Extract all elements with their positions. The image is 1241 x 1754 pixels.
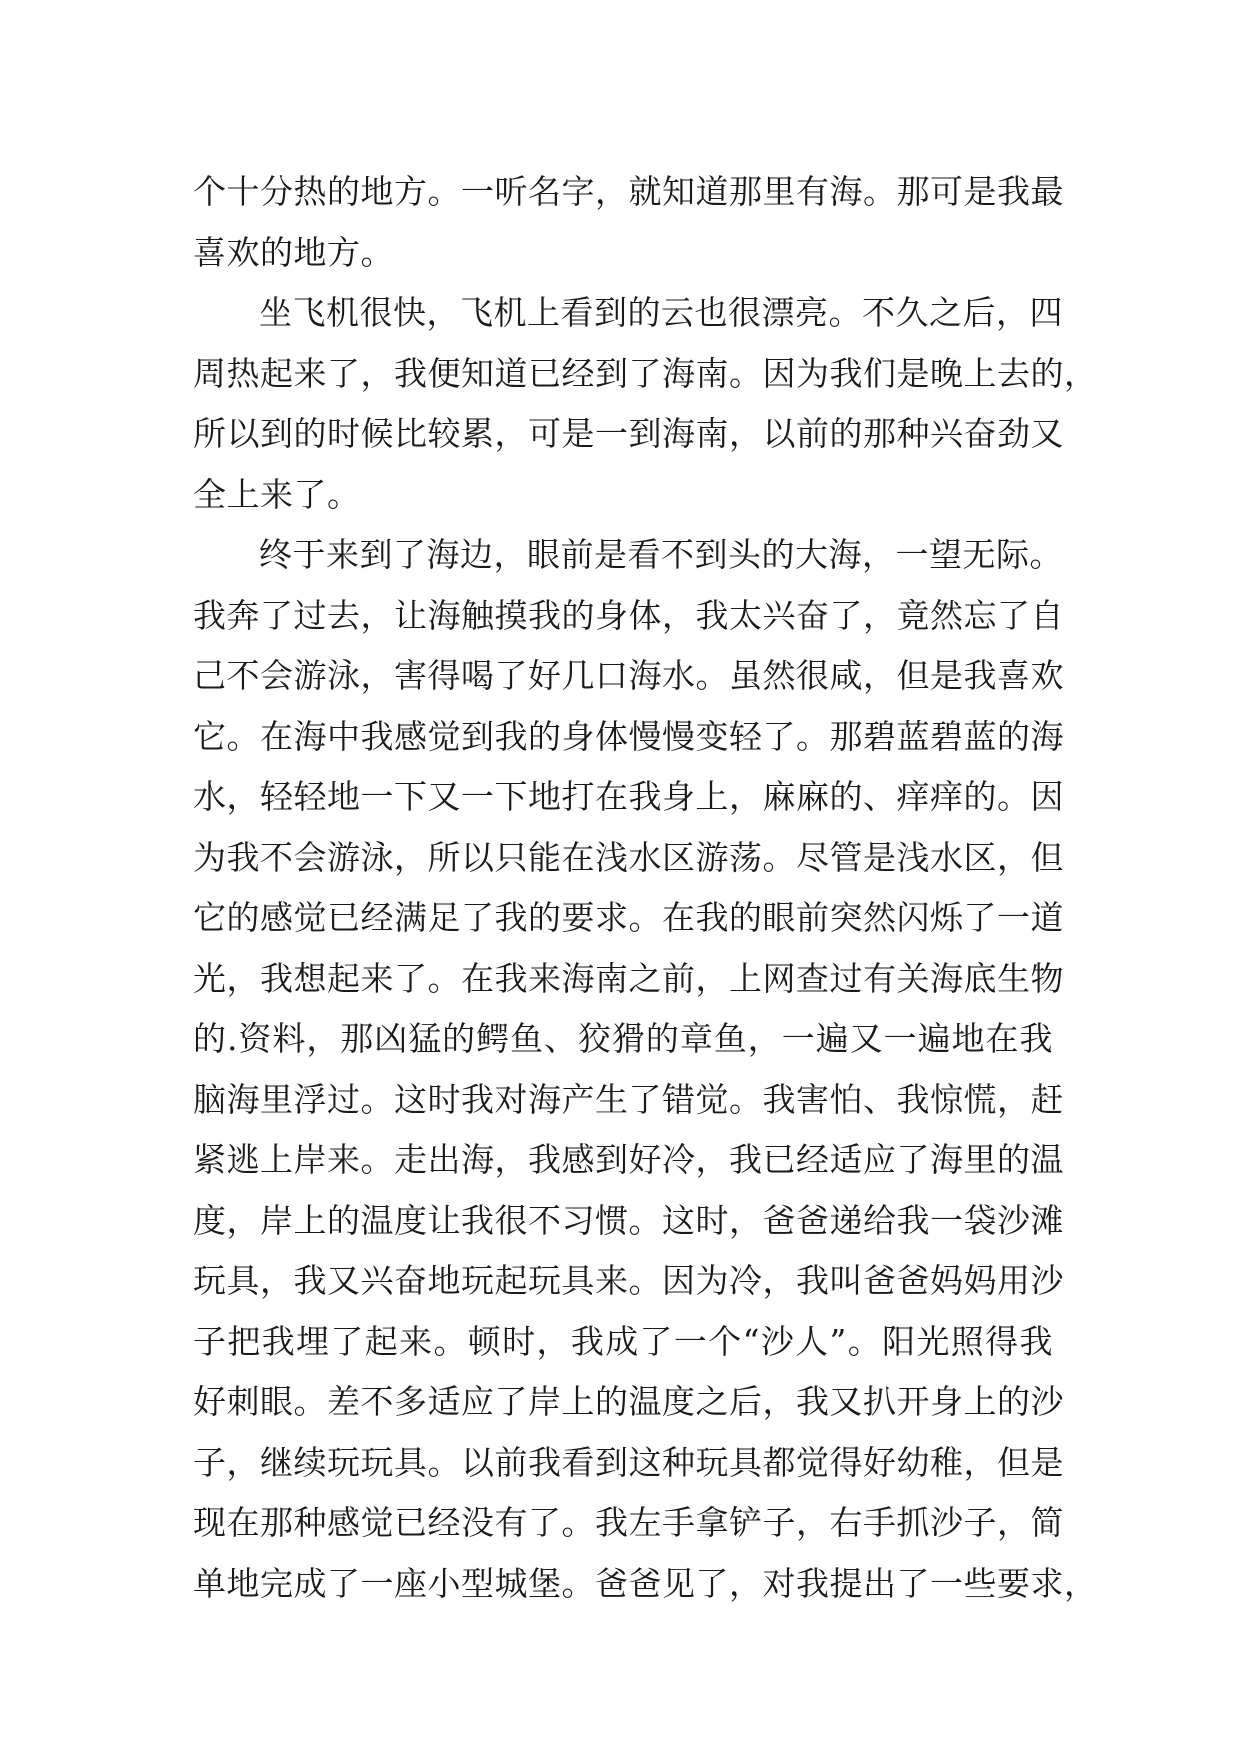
text-line: 我奔了过去，让海触摸我的身体，我太兴奋了，竟然忘了自 bbox=[193, 595, 1064, 635]
text-line: 它的感觉已经满足了我的要求。在我的眼前突然闪烁了一道 bbox=[193, 898, 1064, 937]
text-line: 玩具，我又兴奋地玩起玩具来。因为冷，我叫爸爸妈妈用沙 bbox=[193, 1261, 1064, 1300]
essay-text bbox=[193, 162, 1098, 1614]
text-line: 周热起来了，我便知道已经到了海南。因为我们是晚上去的， bbox=[193, 353, 1098, 393]
text-line: 己不会游泳，害得喝了好几口海水。虽然很咸，但是我喜欢 bbox=[193, 656, 1064, 695]
text-line: 脑海里浮过。这时我对海产生了错觉。我害怕、我惊慌，赶 bbox=[193, 1079, 1064, 1119]
paragraph-2 bbox=[193, 283, 1098, 525]
text-line: 度，岸上的温度让我很不习惯。这时，爸爸递给我一袋沙滩 bbox=[193, 1200, 1064, 1240]
text-line: 的.资料，那凶猛的鳄鱼、狡猾的章鱼，一遍又一遍地在我 bbox=[193, 1019, 1053, 1058]
text-line: 现在那种感觉已经没有了。我左手拿铲子，右手抓沙子，简 bbox=[193, 1503, 1064, 1542]
text-line: 为我不会游泳，所以只能在浅水区游荡。尽管是浅水区，但 bbox=[193, 837, 1064, 877]
text-line: 全上来了。 bbox=[193, 474, 361, 514]
text-line: 它。在海中我感觉到我的身体慢慢变轻了。那碧蓝碧蓝的海 bbox=[193, 716, 1064, 756]
text-line: 个十分热的地方。一听名字，就知道那里有海。那可是我最 bbox=[193, 172, 1064, 211]
text-line: 单地完成了一座小型城堡。爸爸见了，对我提出了一些要求， bbox=[193, 1563, 1098, 1603]
text-line: 紧逃上岸来。走出海，我感到好冷，我已经适应了海里的温 bbox=[193, 1140, 1064, 1179]
text-line: 子把我埋了起来。顿时，我成了一个“沙人”。阳光照得我 bbox=[193, 1321, 1053, 1361]
text-line: 子，继续玩玩具。以前我看到这种玩具都觉得好幼稚，但是 bbox=[193, 1442, 1064, 1482]
paragraph-1 bbox=[193, 162, 1064, 283]
paragraph-3 bbox=[193, 525, 1098, 1614]
text-line: 所以到的时候比较累，可是一到海南，以前的那种兴奋劲又 bbox=[193, 414, 1064, 453]
text-line: 终于来到了海边，眼前是看不到头的大海，一望无际。 bbox=[259, 535, 1063, 574]
text-line: 光，我想起来了。在我来海南之前，上网查过有关海底生物 bbox=[193, 958, 1064, 998]
text-line: 喜欢的地方。 bbox=[193, 232, 394, 272]
text-line: 坐飞机很快，飞机上看到的云也很漂亮。不久之后，四 bbox=[259, 293, 1063, 332]
text-line: 水，轻轻地一下又一下地打在我身上，麻麻的、痒痒的。因 bbox=[193, 777, 1064, 816]
text-line: 好刺眼。差不多适应了岸上的温度之后，我又扒开身上的沙 bbox=[193, 1382, 1064, 1421]
